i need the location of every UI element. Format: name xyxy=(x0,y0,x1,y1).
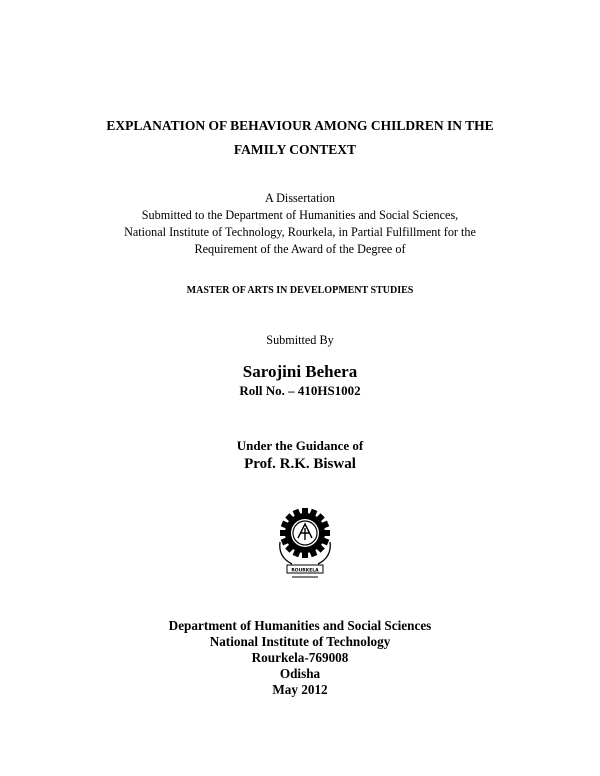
city-pin: Rourkela-769008 xyxy=(251,650,349,665)
emblem-banner-text: ROURKELA xyxy=(291,568,319,574)
author-name: Sarojini Behera xyxy=(242,362,358,381)
dissertation-line-3: National Institute of Technology, Rourkela, in Partial Fulfillment for the xyxy=(124,225,476,239)
state-name: Odisha xyxy=(279,666,321,681)
submission-date: May 2012 xyxy=(272,682,328,697)
institute-name: National Institute of Technology xyxy=(209,634,391,649)
nit-rourkela-emblem-icon xyxy=(272,502,338,580)
degree-name: MASTER OF ARTS IN DEVELOPMENT STUDIES xyxy=(186,285,414,296)
department-name: Department of Humanities and Social Sciences xyxy=(168,618,432,633)
thesis-title-line-1: EXPLANATION OF BEHAVIOUR AMONG CHILDREN IN THE xyxy=(106,118,494,133)
dissertation-label: A Dissertation xyxy=(264,191,336,205)
roll-number: Roll No. – 410HS1002 xyxy=(239,383,361,398)
submitted-by-label: Submitted By xyxy=(266,333,334,347)
guide-name: Prof. R.K. Biswal xyxy=(244,456,356,472)
thesis-title-line-2: FAMILY CONTEXT xyxy=(233,142,357,157)
dissertation-line-2: Submitted to the Department of Humanities and Social Sciences, xyxy=(141,208,459,222)
guidance-label: Under the Guidance of xyxy=(236,438,364,453)
dissertation-line-4: Requirement of the Award of the Degree of xyxy=(194,242,406,256)
